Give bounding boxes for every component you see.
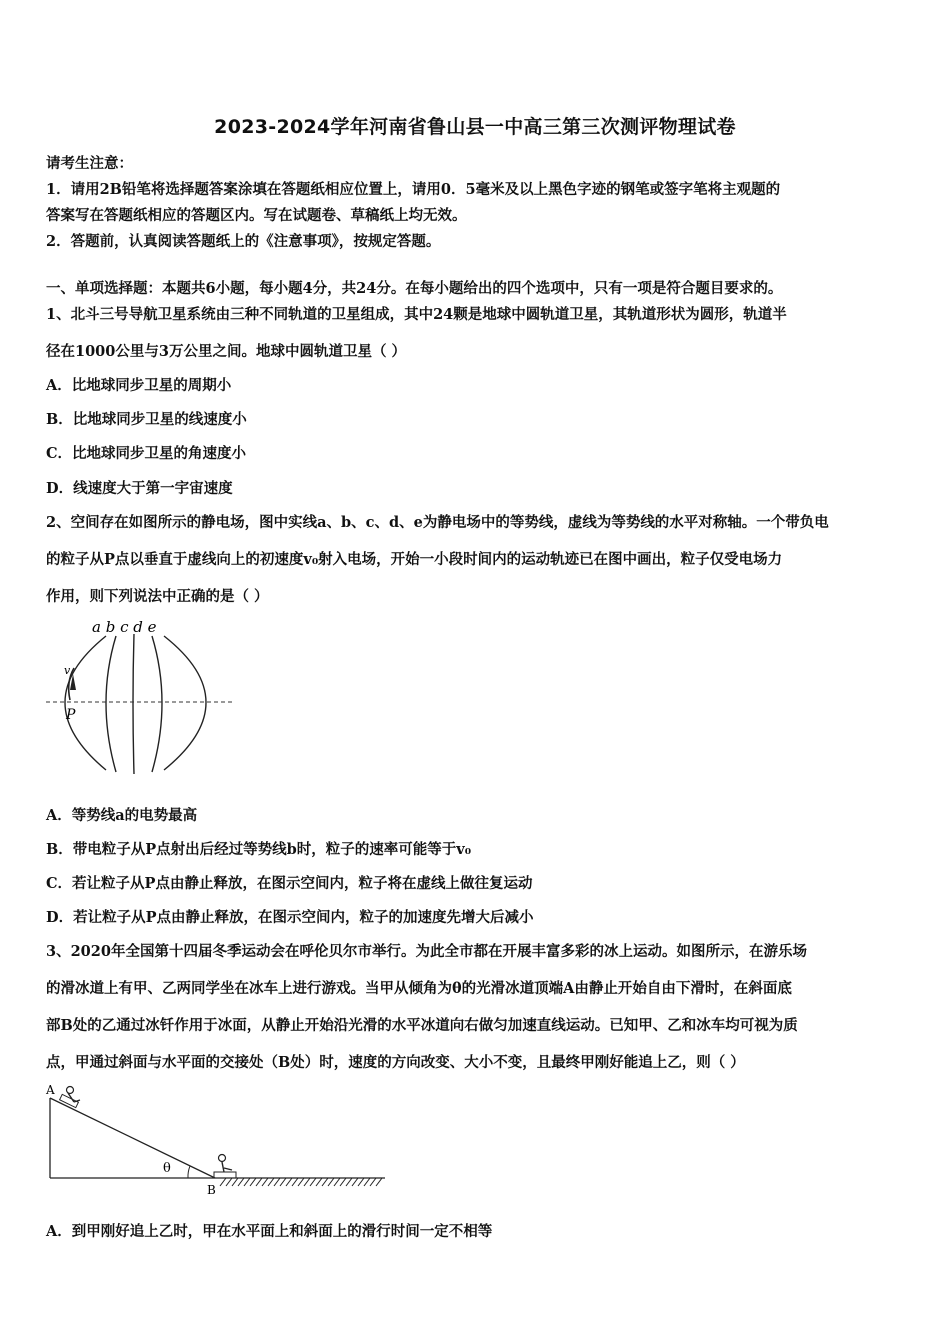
- q2-option-d: D．若让粒子从P点由静止释放，在图示空间内，粒子的加速度先增大后减小: [46, 909, 534, 926]
- point-a-label: A: [46, 1083, 55, 1097]
- equipotential-b: [106, 636, 116, 772]
- q2-option-b: B．带电粒子从P点射出后经过等势线b时，粒子的速率可能等于v₀: [46, 841, 472, 858]
- q2-stem-cont-2: 作用，则下列说法中正确的是（ ）: [46, 588, 269, 605]
- q3-option-a: A．到甲刚好追上乙时，甲在水平面上和斜面上的滑行时间一定不相等: [46, 1223, 493, 1240]
- sled-yi-icon: [214, 1155, 236, 1179]
- q1-stem: 1、北斗三号导航卫星系统由三种不同轨道的卫星组成，其中24颗是地球中圆轨道卫星，其轨道形状为圆形，轨道半: [46, 306, 787, 323]
- point-label: P: [66, 707, 76, 723]
- q1-option-b: B．比地球同步卫星的线速度小: [46, 411, 247, 428]
- incline-figure: [40, 1080, 390, 1200]
- equipotential-d: [152, 636, 162, 772]
- q3-stem: 3、2020年全国第十四届冬季运动会在呼伦贝尔市举行。为此全市都在开展丰富多彩的冰上运动。如图所示，在游乐场: [46, 943, 807, 960]
- q3-stem-cont-2: 部B处的乙通过冰钎作用于冰面，从静止开始沿光滑的水平冰道向右做匀加速直线运动。已知甲、乙和冰车均可视为质: [46, 1017, 798, 1034]
- equipotential-e: [164, 636, 206, 770]
- point-b-label: B: [207, 1183, 216, 1197]
- q2-stem-cont: 的粒子从P点以垂直于虚线向上的初速度v₀射入电场，开始一小段时间内的运动轨迹已在图中画出，粒子仅受电场力: [46, 551, 783, 568]
- q1-option-c: C．比地球同步卫星的角速度小: [46, 445, 247, 462]
- equipotential-a: [65, 636, 106, 770]
- q2-option-a: A．等势线a的电势最高: [46, 807, 198, 824]
- angle-label: θ: [163, 1161, 171, 1176]
- page-title: 2023-2024学年河南省鲁山县一中高三第三次测评物理试卷: [214, 116, 736, 138]
- incline-slope: [50, 1098, 215, 1178]
- curve-labels: a b c d e: [92, 618, 157, 636]
- equipotential-c: [133, 634, 134, 774]
- notice-item-2: 2．答题前，认真阅读答题纸上的《注意事项》，按规定答题。: [46, 233, 441, 250]
- notice-item-1-cont: 答案写在答题纸相应的答题区内。写在试题卷、草稿纸上均无效。: [46, 207, 467, 224]
- q1-option-a: A．比地球同步卫星的周期小: [46, 377, 232, 394]
- q3-stem-cont-3: 点，甲通过斜面与水平面的交接处（B处）时，速度的方向改变、大小不变，且最终甲刚好能追上乙，则（ ）: [46, 1054, 745, 1071]
- section-heading: 一、单项选择题：本题共6小题，每小题4分，共24分。在每小题给出的四个选项中，只有一项是符合题目要求的。: [46, 280, 783, 297]
- equipotential-figure: [44, 612, 234, 782]
- q1-option-d: D．线速度大于第一宇宙速度: [46, 480, 233, 497]
- notice-heading: 请考生注意：: [46, 155, 133, 172]
- q2-stem: 2、空间存在如图所示的静电场，图中实线a、b、c、d、e为静电场中的等势线，虚线为等势线的水平对称轴。一个带负电: [46, 514, 829, 531]
- velocity-label: v: [64, 664, 71, 677]
- notice-item-1: 1．请用2B铅笔将选择题答案涂填在答题纸相应位置上，请用0．5毫米及以上黑色字迹的钢笔或签字笔将主观题的: [46, 181, 781, 198]
- q2-option-c: C．若让粒子从P点由静止释放，在图示空间内，粒子将在虚线上做往复运动: [46, 875, 533, 892]
- q3-stem-cont: 的滑冰道上有甲、乙两同学坐在冰车上进行游戏。当甲从倾角为θ的光滑冰道顶端A由静止开始自由下滑时，在斜面底: [46, 980, 792, 997]
- q1-stem-cont: 径在1000公里与3万公里之间。地球中圆轨道卫星（ ）: [46, 343, 406, 360]
- angle-arc: [188, 1166, 190, 1178]
- ice-hatching: [220, 1178, 382, 1186]
